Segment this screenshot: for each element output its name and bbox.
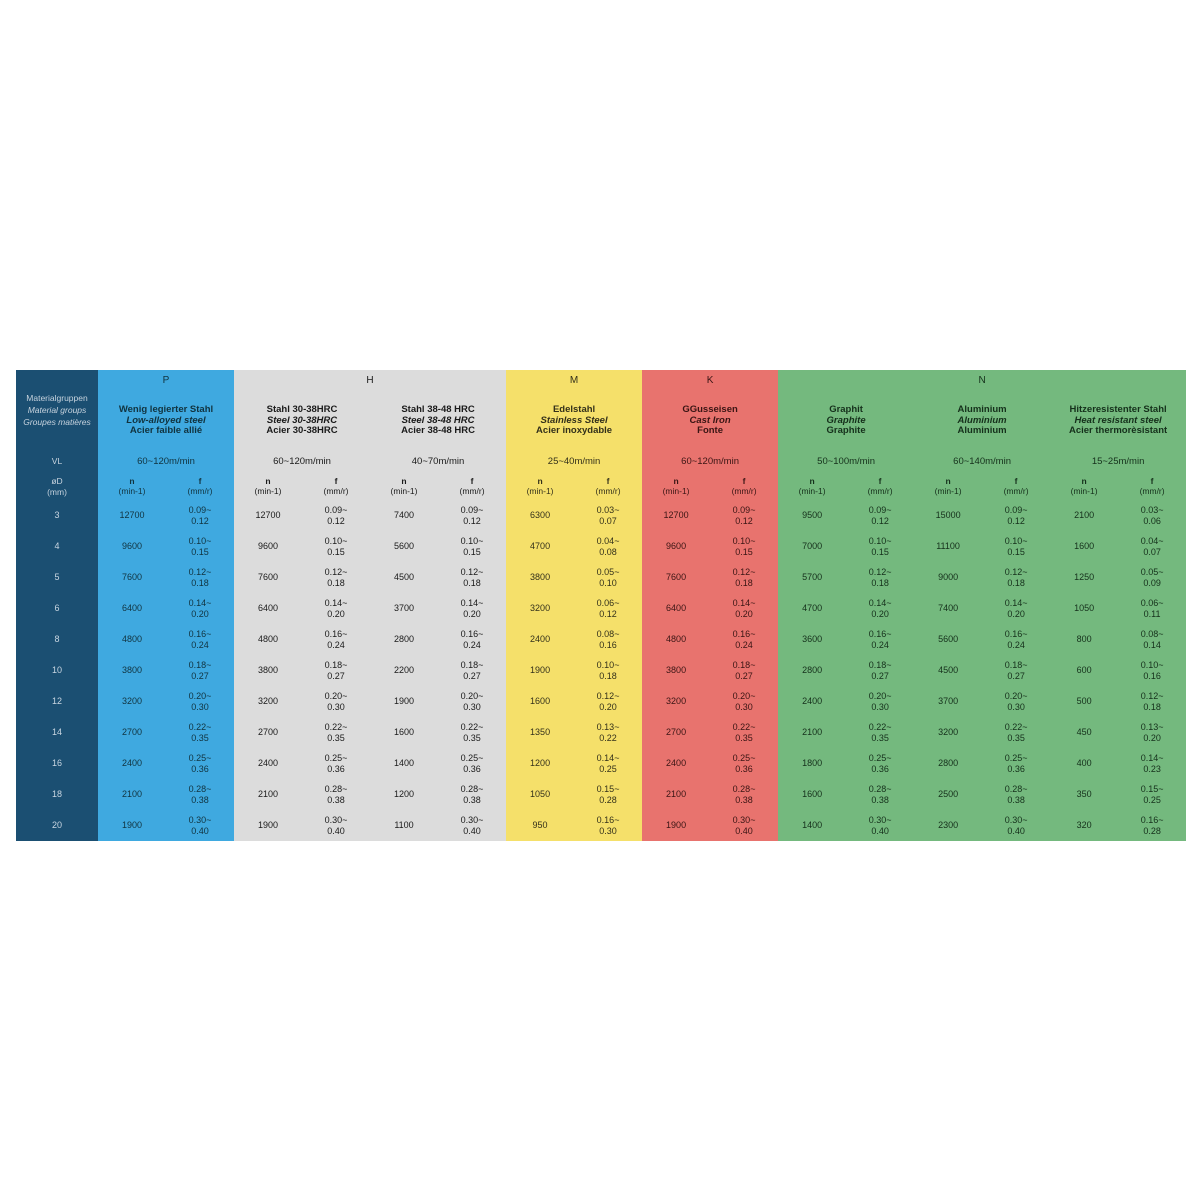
speed-cell: 4700 (506, 531, 574, 562)
feed-cell: 0.16~ 0.28 (1118, 810, 1186, 841)
unit-n-n-1: n (min-1) (778, 474, 846, 500)
speed-cell: 2800 (778, 655, 846, 686)
feed-cell: 0.30~ 0.40 (166, 810, 234, 841)
feed-cell: 0.13~ 0.22 (574, 717, 642, 748)
speed-cell: 400 (1050, 748, 1118, 779)
feed-cell: 0.14~ 0.20 (846, 593, 914, 624)
speed-cell: 4500 (370, 562, 438, 593)
feed-cell: 0.28~ 0.38 (710, 779, 778, 810)
speed-cell: 4700 (778, 593, 846, 624)
unit-row (16, 474, 1186, 500)
speed-cell: 1200 (370, 779, 438, 810)
feed-cell: 0.25~ 0.36 (710, 748, 778, 779)
table-row (16, 531, 1186, 562)
feed-cell: 0.28~ 0.38 (982, 779, 1050, 810)
feed-cell: 0.18~ 0.27 (166, 655, 234, 686)
speed-cell: 2400 (234, 748, 302, 779)
feed-cell: 0.09~ 0.12 (302, 500, 370, 531)
feed-cell: 0.18~ 0.27 (846, 655, 914, 686)
material-group-line1: Materialgruppen (26, 392, 88, 403)
speed-cell: 2400 (506, 624, 574, 655)
speed-cell: 9600 (98, 531, 166, 562)
speed-cell: 2800 (914, 748, 982, 779)
group-names-n-2: Aluminium Aluminium Aluminium (914, 392, 1050, 450)
speed-cell: 2700 (642, 717, 710, 748)
feed-cell: 0.12~ 0.18 (302, 562, 370, 593)
speed-cell: 1900 (642, 810, 710, 841)
unit-f-n-1: f (mm/r) (846, 474, 914, 500)
speed-cell: 3200 (642, 686, 710, 717)
speed-cell: 2100 (1050, 500, 1118, 531)
diameter-cell: 4 (16, 531, 98, 562)
group-names-n-3: Hitzeresistenter Stahl Heat resistant steel Acier thermorèsistant (1050, 392, 1186, 450)
speed-cell: 9000 (914, 562, 982, 593)
feed-cell: 0.22~ 0.35 (166, 717, 234, 748)
feed-cell: 0.14~ 0.20 (438, 593, 506, 624)
speed-n-2: 60~140m/min (914, 450, 1050, 474)
table-row (16, 593, 1186, 624)
feed-cell: 0.09~ 0.12 (166, 500, 234, 531)
speed-cell: 1350 (506, 717, 574, 748)
unit-f-n-3: f (mm/r) (1118, 474, 1186, 500)
speed-cell: 3200 (914, 717, 982, 748)
table-row (16, 717, 1186, 748)
feed-cell: 0.20~ 0.30 (710, 686, 778, 717)
material-group-line2: Material groups (27, 404, 87, 415)
speed-cell: 11100 (914, 531, 982, 562)
speed-cell: 950 (506, 810, 574, 841)
feed-cell: 0.20~ 0.30 (982, 686, 1050, 717)
group-names-h-2: Stahl 38-48 HRC Steel 38-48 HRC Acier 38-48 HRC (370, 392, 506, 450)
feed-cell: 0.22~ 0.35 (846, 717, 914, 748)
group-letter-m: M (506, 370, 642, 392)
feed-cell: 0.10~ 0.18 (574, 655, 642, 686)
group-letter-k: K (642, 370, 778, 392)
speed-cell: 450 (1050, 717, 1118, 748)
speed-cell: 7400 (370, 500, 438, 531)
feed-cell: 0.25~ 0.36 (438, 748, 506, 779)
speed-cell: 6400 (642, 593, 710, 624)
speed-cell: 4800 (234, 624, 302, 655)
table-row (16, 500, 1186, 531)
table-body (16, 500, 1186, 841)
group-names-m: Edelstahl Stainless Steel Acier inoxydable (506, 392, 642, 450)
feed-cell: 0.22~ 0.35 (438, 717, 506, 748)
speed-cell: 5700 (778, 562, 846, 593)
feed-cell: 0.04~ 0.07 (1118, 531, 1186, 562)
feed-cell: 0.09~ 0.12 (846, 500, 914, 531)
unit-f-n-2: f (mm/r) (982, 474, 1050, 500)
group-letter-row (16, 370, 1186, 392)
diameter-cell: 18 (16, 779, 98, 810)
feed-cell: 0.22~ 0.35 (710, 717, 778, 748)
speed-cell: 3700 (370, 593, 438, 624)
feed-cell: 0.14~ 0.20 (166, 593, 234, 624)
speed-cell: 350 (1050, 779, 1118, 810)
group-names-n-1: Graphit Graphite Graphite (778, 392, 914, 450)
feed-cell: 0.06~ 0.12 (574, 593, 642, 624)
cutting-data-table-sheet (16, 370, 1184, 836)
speed-cell: 3200 (234, 686, 302, 717)
feed-cell: 0.30~ 0.40 (846, 810, 914, 841)
feed-cell: 0.20~ 0.30 (166, 686, 234, 717)
feed-cell: 0.10~ 0.15 (438, 531, 506, 562)
speed-cell: 1200 (506, 748, 574, 779)
feed-cell: 0.12~ 0.18 (846, 562, 914, 593)
feed-cell: 0.28~ 0.38 (302, 779, 370, 810)
feed-cell: 0.20~ 0.30 (846, 686, 914, 717)
table-row (16, 686, 1186, 717)
feed-cell: 0.10~ 0.15 (710, 531, 778, 562)
speed-cell: 7600 (98, 562, 166, 593)
unit-n-n-3: n (min-1) (1050, 474, 1118, 500)
feed-cell: 0.10~ 0.15 (302, 531, 370, 562)
speed-cell: 2100 (778, 717, 846, 748)
speed-cell: 7400 (914, 593, 982, 624)
speed-cell: 6400 (98, 593, 166, 624)
unit-f-h-1: f (mm/r) (302, 474, 370, 500)
speed-cell: 600 (1050, 655, 1118, 686)
diameter-unit-header: øD (mm) (16, 474, 98, 500)
diameter-cell: 14 (16, 717, 98, 748)
speed-cell: 1050 (1050, 593, 1118, 624)
cutting-speed-row (16, 450, 1186, 474)
speed-cell: 1900 (506, 655, 574, 686)
table-row (16, 562, 1186, 593)
material-group-header (16, 370, 98, 450)
feed-cell: 0.18~ 0.27 (982, 655, 1050, 686)
feed-cell: 0.12~ 0.18 (982, 562, 1050, 593)
feed-cell: 0.25~ 0.36 (166, 748, 234, 779)
speed-cell: 1800 (778, 748, 846, 779)
speed-cell: 6300 (506, 500, 574, 531)
speed-cell: 12700 (98, 500, 166, 531)
diameter-cell: 5 (16, 562, 98, 593)
feed-cell: 0.10~ 0.16 (1118, 655, 1186, 686)
unit-f-h-2: f (mm/r) (438, 474, 506, 500)
unit-n-h-1: n (min-1) (234, 474, 302, 500)
speed-cell: 1400 (370, 748, 438, 779)
speed-cell: 2800 (370, 624, 438, 655)
feed-cell: 0.18~ 0.27 (710, 655, 778, 686)
speed-cell: 3200 (98, 686, 166, 717)
feed-cell: 0.15~ 0.28 (574, 779, 642, 810)
feed-cell: 0.28~ 0.38 (846, 779, 914, 810)
diameter-cell: 6 (16, 593, 98, 624)
speed-cell: 1900 (370, 686, 438, 717)
speed-cell: 9600 (642, 531, 710, 562)
feed-cell: 0.25~ 0.36 (982, 748, 1050, 779)
speed-cell: 500 (1050, 686, 1118, 717)
speed-cell: 1900 (98, 810, 166, 841)
feed-cell: 0.20~ 0.30 (438, 686, 506, 717)
feed-cell: 0.16~ 0.24 (302, 624, 370, 655)
speed-m: 25~40m/min (506, 450, 642, 474)
unit-n-m: n (min-1) (506, 474, 574, 500)
speed-cell: 1600 (778, 779, 846, 810)
speed-cell: 800 (1050, 624, 1118, 655)
vl-symbol: VL (16, 450, 98, 474)
feed-cell: 0.22~ 0.35 (302, 717, 370, 748)
table-row (16, 655, 1186, 686)
feed-cell: 0.08~ 0.14 (1118, 624, 1186, 655)
speed-cell: 5600 (370, 531, 438, 562)
group-names-p: Wenig legierter Stahl Low-alloyed steel Acier faible allié (98, 392, 234, 450)
feed-cell: 0.06~ 0.11 (1118, 593, 1186, 624)
speed-cell: 7000 (778, 531, 846, 562)
speed-cell: 12700 (234, 500, 302, 531)
speed-cell: 15000 (914, 500, 982, 531)
feed-cell: 0.14~ 0.25 (574, 748, 642, 779)
feed-cell: 0.13~ 0.20 (1118, 717, 1186, 748)
unit-f-k: f (mm/r) (710, 474, 778, 500)
speed-cell: 1400 (778, 810, 846, 841)
feed-cell: 0.16~ 0.24 (846, 624, 914, 655)
speed-cell: 2100 (234, 779, 302, 810)
speed-cell: 3800 (642, 655, 710, 686)
speed-cell: 3200 (506, 593, 574, 624)
feed-cell: 0.09~ 0.12 (982, 500, 1050, 531)
diameter-cell: 16 (16, 748, 98, 779)
feed-cell: 0.14~ 0.20 (710, 593, 778, 624)
feed-cell: 0.03~ 0.07 (574, 500, 642, 531)
feed-cell: 0.30~ 0.40 (302, 810, 370, 841)
table-row (16, 624, 1186, 655)
diameter-cell: 20 (16, 810, 98, 841)
speed-cell: 320 (1050, 810, 1118, 841)
speed-cell: 2700 (98, 717, 166, 748)
speed-h-2: 40~70m/min (370, 450, 506, 474)
feed-cell: 0.30~ 0.40 (982, 810, 1050, 841)
speed-n-3: 15~25m/min (1050, 450, 1186, 474)
speed-h-1: 60~120m/min (234, 450, 370, 474)
feed-cell: 0.18~ 0.27 (438, 655, 506, 686)
speed-k: 60~120m/min (642, 450, 778, 474)
speed-cell: 4800 (98, 624, 166, 655)
speed-cell: 6400 (234, 593, 302, 624)
feed-cell: 0.10~ 0.15 (166, 531, 234, 562)
speed-cell: 3800 (506, 562, 574, 593)
speed-cell: 1900 (234, 810, 302, 841)
feed-cell: 0.16~ 0.24 (710, 624, 778, 655)
speed-cell: 12700 (642, 500, 710, 531)
feed-cell: 0.16~ 0.24 (438, 624, 506, 655)
unit-n-p: n (min-1) (98, 474, 166, 500)
group-letter-n: N (778, 370, 1186, 392)
feed-cell: 0.09~ 0.12 (710, 500, 778, 531)
speed-cell: 1600 (370, 717, 438, 748)
feed-cell: 0.15~ 0.25 (1118, 779, 1186, 810)
feed-cell: 0.14~ 0.23 (1118, 748, 1186, 779)
feed-cell: 0.25~ 0.36 (846, 748, 914, 779)
speed-cell: 3800 (234, 655, 302, 686)
feed-cell: 0.30~ 0.40 (438, 810, 506, 841)
feed-cell: 0.28~ 0.38 (166, 779, 234, 810)
table-row (16, 779, 1186, 810)
speed-cell: 2300 (914, 810, 982, 841)
speed-cell: 5600 (914, 624, 982, 655)
feed-cell: 0.12~ 0.18 (438, 562, 506, 593)
feed-cell: 0.08~ 0.16 (574, 624, 642, 655)
feed-cell: 0.05~ 0.09 (1118, 562, 1186, 593)
feed-cell: 0.18~ 0.27 (302, 655, 370, 686)
speed-cell: 2100 (642, 779, 710, 810)
group-letter-p: P (98, 370, 234, 392)
speed-n-1: 50~100m/min (778, 450, 914, 474)
feed-cell: 0.12~ 0.18 (710, 562, 778, 593)
speed-cell: 2500 (914, 779, 982, 810)
feed-cell: 0.14~ 0.20 (302, 593, 370, 624)
speed-cell: 4800 (642, 624, 710, 655)
group-letter-h: H (234, 370, 506, 392)
speed-cell: 2200 (370, 655, 438, 686)
feed-cell: 0.20~ 0.30 (302, 686, 370, 717)
speed-cell: 4500 (914, 655, 982, 686)
speed-cell: 1250 (1050, 562, 1118, 593)
feed-cell: 0.30~ 0.40 (710, 810, 778, 841)
group-names-row (16, 392, 1186, 450)
unit-n-n-2: n (min-1) (914, 474, 982, 500)
feed-cell: 0.05~ 0.10 (574, 562, 642, 593)
cutting-data-table (16, 370, 1186, 841)
speed-cell: 1600 (1050, 531, 1118, 562)
speed-cell: 7600 (642, 562, 710, 593)
feed-cell: 0.25~ 0.36 (302, 748, 370, 779)
speed-cell: 3600 (778, 624, 846, 655)
diameter-cell: 3 (16, 500, 98, 531)
feed-cell: 0.12~ 0.20 (574, 686, 642, 717)
speed-cell: 2400 (98, 748, 166, 779)
speed-cell: 1600 (506, 686, 574, 717)
speed-cell: 9600 (234, 531, 302, 562)
speed-cell: 2100 (98, 779, 166, 810)
diameter-cell: 8 (16, 624, 98, 655)
speed-cell: 2400 (778, 686, 846, 717)
speed-cell: 7600 (234, 562, 302, 593)
feed-cell: 0.12~ 0.18 (166, 562, 234, 593)
speed-cell: 2700 (234, 717, 302, 748)
unit-n-k: n (min-1) (642, 474, 710, 500)
feed-cell: 0.16~ 0.30 (574, 810, 642, 841)
feed-cell: 0.22~ 0.35 (982, 717, 1050, 748)
table-row (16, 748, 1186, 779)
feed-cell: 0.16~ 0.24 (982, 624, 1050, 655)
speed-cell: 2400 (642, 748, 710, 779)
speed-cell: 3800 (98, 655, 166, 686)
speed-cell: 3700 (914, 686, 982, 717)
speed-cell: 9500 (778, 500, 846, 531)
unit-n-h-2: n (min-1) (370, 474, 438, 500)
unit-f-m: f (mm/r) (574, 474, 642, 500)
speed-p: 60~120m/min (98, 450, 234, 474)
speed-cell: 1050 (506, 779, 574, 810)
feed-cell: 0.10~ 0.15 (982, 531, 1050, 562)
diameter-cell: 12 (16, 686, 98, 717)
feed-cell: 0.14~ 0.20 (982, 593, 1050, 624)
feed-cell: 0.04~ 0.08 (574, 531, 642, 562)
feed-cell: 0.09~ 0.12 (438, 500, 506, 531)
group-names-h-1: Stahl 30-38HRC Steel 30-38HRC Acier 30-38HRC (234, 392, 370, 450)
material-group-line3: Groupes matières (23, 417, 91, 428)
feed-cell: 0.28~ 0.38 (438, 779, 506, 810)
feed-cell: 0.03~ 0.06 (1118, 500, 1186, 531)
feed-cell: 0.12~ 0.18 (1118, 686, 1186, 717)
group-names-k: GGusseisen Cast Iron Fonte (642, 392, 778, 450)
diameter-cell: 10 (16, 655, 98, 686)
feed-cell: 0.16~ 0.24 (166, 624, 234, 655)
unit-f-p: f (mm/r) (166, 474, 234, 500)
feed-cell: 0.10~ 0.15 (846, 531, 914, 562)
speed-cell: 1100 (370, 810, 438, 841)
table-row (16, 810, 1186, 841)
